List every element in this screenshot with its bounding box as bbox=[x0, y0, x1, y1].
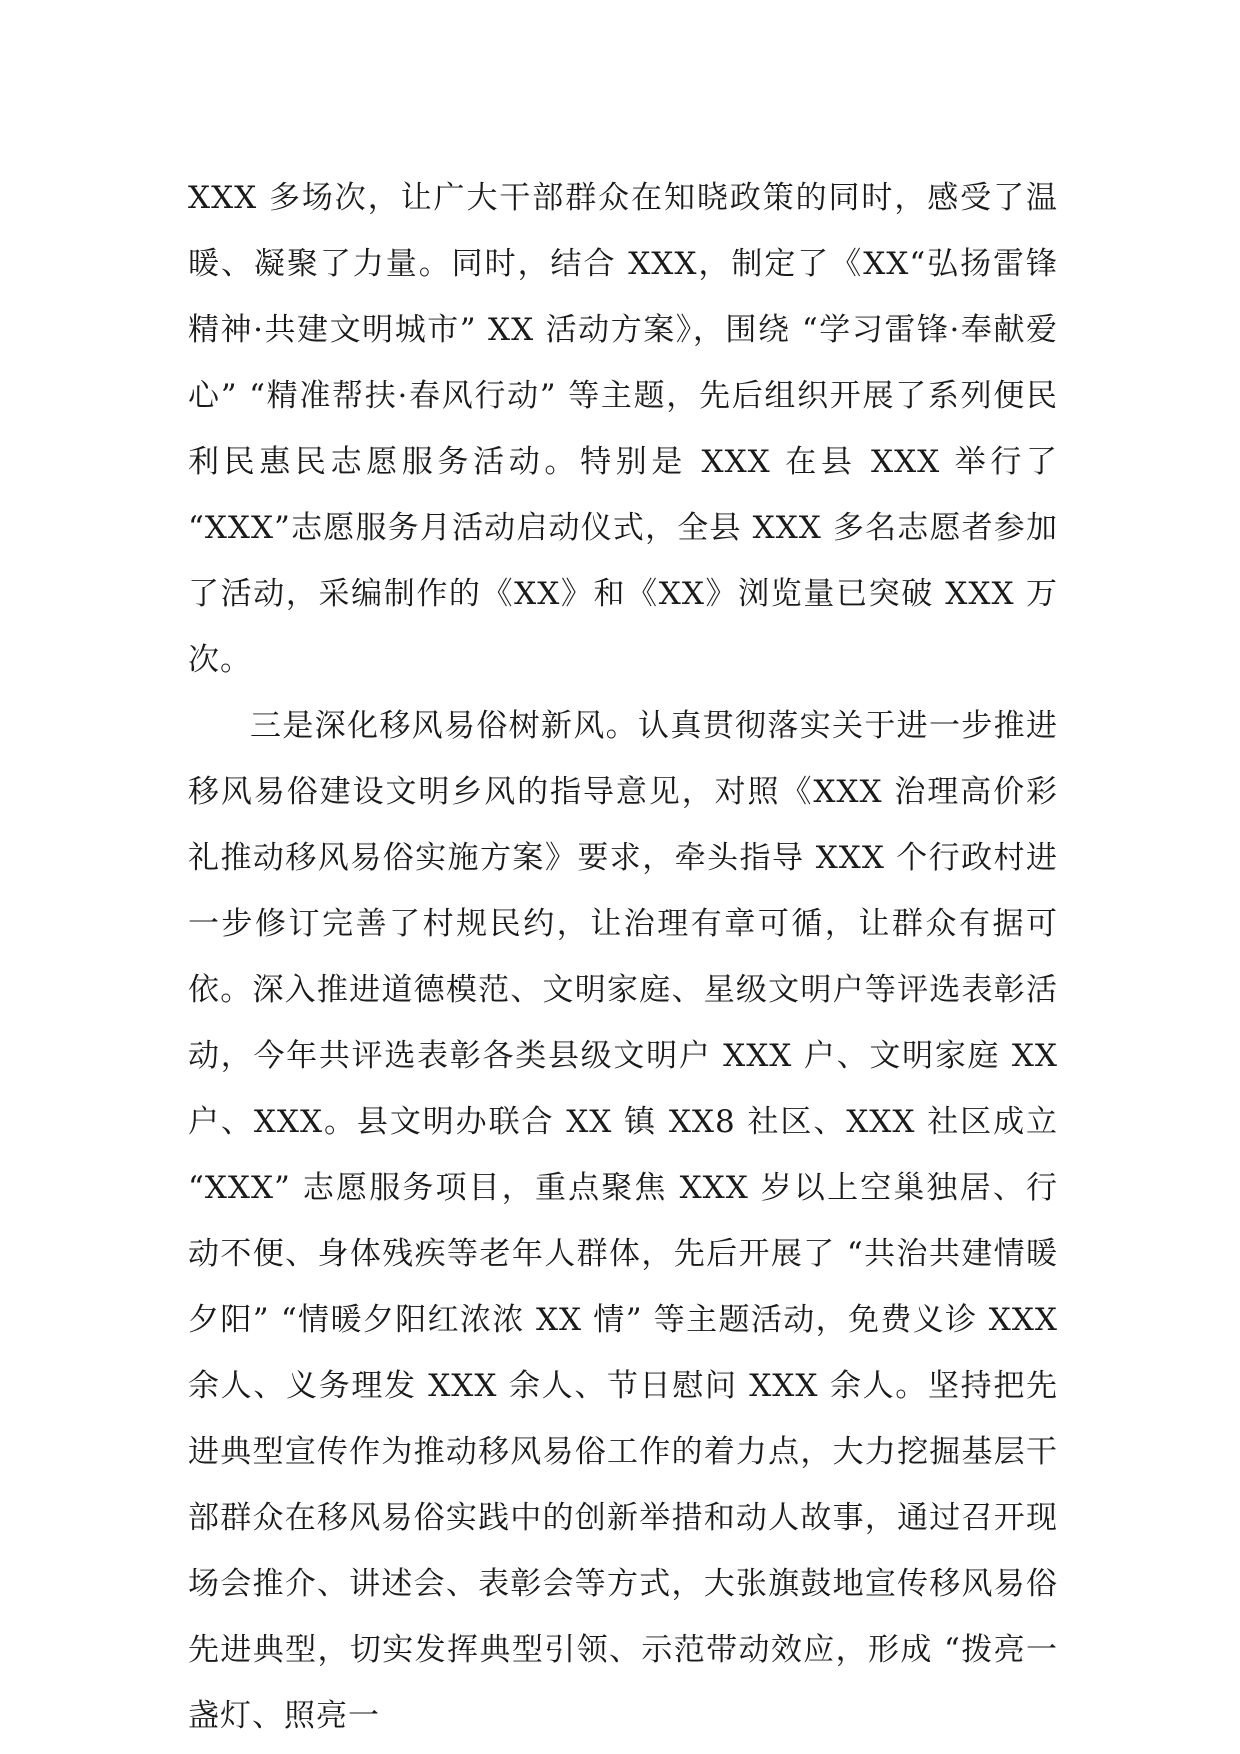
paragraph-customs-reform: 三是深化移风易俗树新风。认真贯彻落实关于进一步推进移风易俗建设文明乡风的指导意见，对照《XXX 治理高价彩礼推动移风易俗实施方案》要求，牵头指导 XXX 个行政村进一步修订完善了村规民约，让治理有章可循，让群众有据可依。深入推进道德模范、文明家庭、星级文明户等评选表彰活动，今年共评选表彰各类县级文明户 XXX 户、文明家庭 XX 户、XXX。县文明办联合 XX 镇 XX8 社区、XXX 社区成立 “XXX” 志愿服务项目，重点聚焦 XXX 岁以上空巢独居、行动不便、身体残疾等老年人群体，先后开展了 “共治共建情暖夕阳” “情暖夕阳红浓浓 XX 情” 等主题活动，免费义诊 XXX 余人、义务理发 XXX 余人、节日慰问 XXX 余人。坚持把先进典型宣传作为推动移风易俗工作的着力点，大力挖掘基层干部群众在移风易俗实践中的创新举措和动人故事，通过召开现场会推介、讲述会、表彰会等方式，大张旗鼓地宣传移风易俗先进典型，切实发挥典型引领、示范带动效应，形成 “拨亮一盏灯、照亮一 bbox=[188, 708, 1058, 1734]
document-body bbox=[188, 165, 1058, 1749]
paragraph-volunteer-activities: XXX 多场次，让广大干部群众在知晓政策的同时，感受了温暖、凝聚了力量。同时，结合 XXX，制定了《XX“弘扬雷锋精神·共建文明城市” XX 活动方案》，围绕 “学习雷锋·奉献爱心” “精准帮扶·春风行动” 等主题，先后组织开展了系列便民利民惠民志愿服务活动。特别是 XXX 在县 XXX 举行了 “XXX”志愿服务月活动启动仪式，全县 XXX 多名志愿者参加了活动，采编制作的《XX》和《XX》浏览量已突破 XXX 万次。 bbox=[188, 180, 1058, 678]
